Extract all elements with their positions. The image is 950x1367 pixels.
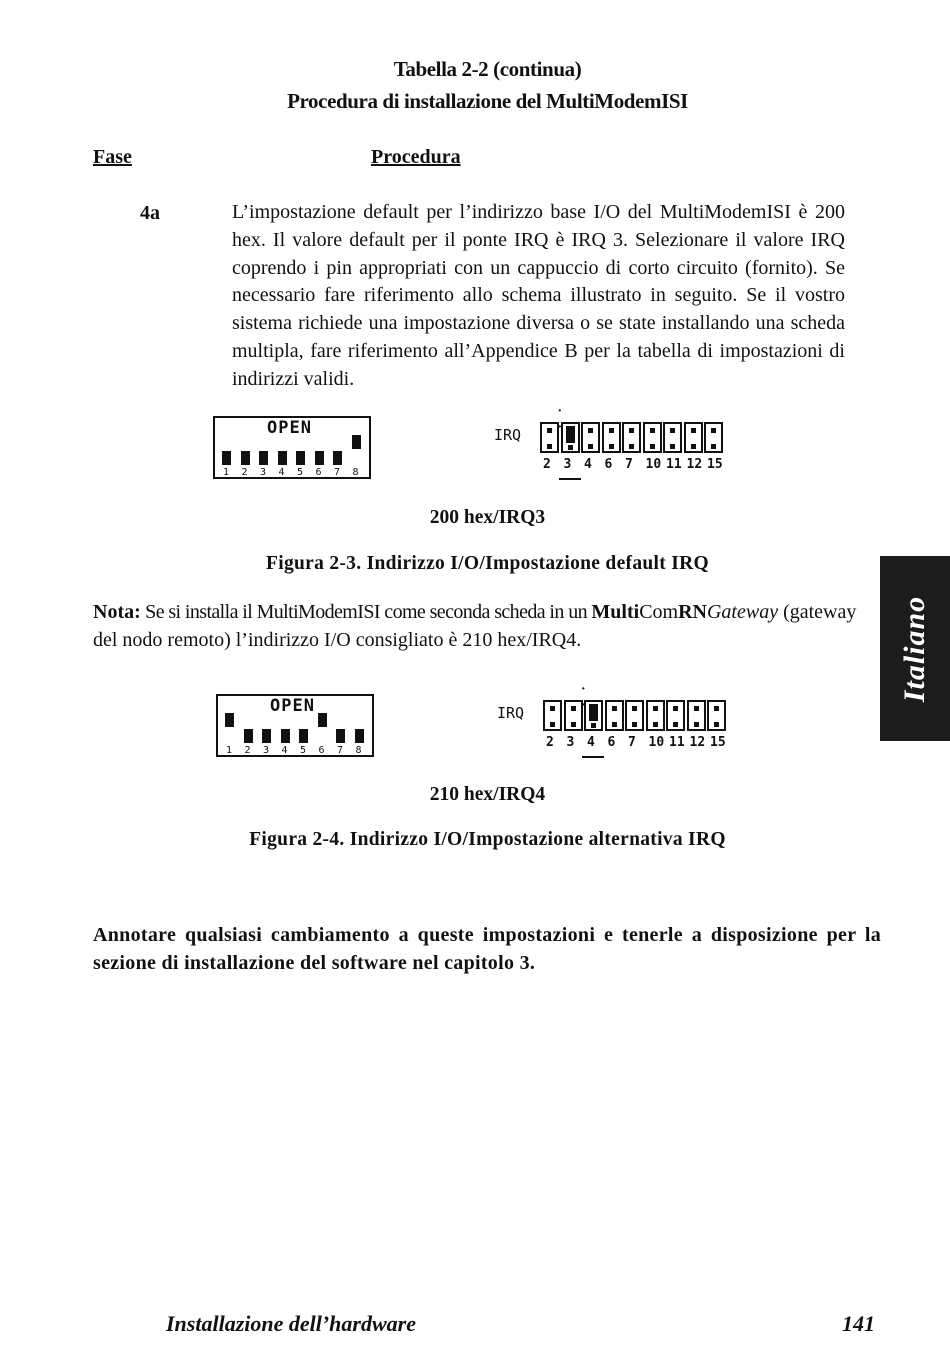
jumper-pin: [609, 444, 614, 449]
step-number: 4a: [140, 202, 160, 224]
jumper-pin: [670, 444, 675, 449]
irq-jumper-3: [564, 700, 583, 731]
jumper-pin: [568, 445, 573, 450]
table-title: Tabella 2-2 (continua): [393, 57, 582, 81]
irq-number: 12: [689, 735, 706, 750]
jumper-pin: [711, 444, 716, 449]
irq-number: 6: [604, 457, 613, 472]
jumper-pin: [653, 706, 658, 711]
irq-number: 3: [566, 735, 575, 750]
irq-number: 10: [648, 735, 665, 750]
dip-switch-8: [352, 435, 361, 449]
dip-switch-3: [259, 451, 268, 465]
irq-number: 7: [628, 735, 636, 750]
jumper-pin: [714, 722, 719, 727]
irq-jumper-2: [540, 422, 559, 453]
jumper-pin: [571, 706, 576, 711]
jumper-pin: [650, 428, 655, 433]
figure-2-caption: Figura 2-4. Indirizzo I/O/Impostazione alternativa IRQ: [249, 829, 726, 850]
dip-switch-number: 8: [352, 467, 359, 478]
dip-switch-number: 2: [241, 467, 248, 478]
jumper-pin: [653, 722, 658, 727]
irq-jumper-12: [684, 422, 703, 453]
irq-label: IRQ: [497, 704, 525, 722]
dip-switch-number: 2: [244, 745, 251, 756]
irq-selected-underline: [559, 478, 581, 480]
jumper-pin: [691, 428, 696, 433]
irq-jumper-figure-2: [497, 680, 737, 760]
irq-selected-dots: · ·: [557, 404, 563, 435]
dip-switch-number: 6: [315, 467, 322, 478]
jumper-pin: [694, 706, 699, 711]
note-brand-gateway: Gateway: [706, 601, 779, 623]
dip-switch-open-label: OPEN: [267, 418, 312, 438]
dip-switch-1: [222, 451, 231, 465]
irq-number: 4: [584, 457, 592, 472]
dip-switch-6: [318, 713, 327, 727]
irq-jumper-10: [646, 700, 665, 731]
figure-1-caption: Figura 2-3. Indirizzo I/O/Impostazione default IRQ: [266, 553, 709, 574]
dip-switch-open-label: OPEN: [270, 696, 315, 716]
dip-switch-2: [244, 729, 253, 743]
irq-number: 2: [546, 735, 554, 750]
irq-number: 4: [587, 735, 595, 750]
jumper-pin: [550, 706, 555, 711]
irq-jumper-15: [707, 700, 726, 731]
irq-number: 15: [710, 735, 726, 750]
dip-switch-number: 4: [278, 467, 285, 478]
dip-switch-1: [225, 713, 234, 727]
jumper-pin: [691, 444, 696, 449]
figure-1-setting: 200 hex/IRQ3: [429, 507, 546, 528]
irq-number: 11: [669, 735, 685, 750]
jumper-pin: [609, 428, 614, 433]
page-number: 141: [842, 1311, 875, 1336]
closing-paragraph: Annotare qualsiasi cambiamento a queste impostazioni e tenerle a disposizione per la sezione di installazione del software nel capitolo 3.: [93, 924, 881, 974]
jumper-pin: [711, 428, 716, 433]
dip-switch-7: [333, 451, 342, 465]
irq-number: 15: [707, 457, 723, 472]
dip-switch-4: [281, 729, 290, 743]
dip-switch-figure-1: [213, 416, 371, 479]
note-label: Nota:: [93, 601, 141, 623]
note-brand-com: Com: [639, 601, 679, 623]
jumper-pin: [629, 428, 634, 433]
dip-switch-figure-2: [216, 694, 374, 757]
jumper-pin: [612, 706, 617, 711]
note-brand-multi: Multi: [591, 601, 640, 623]
note-text-a: Se si installa il MultiModemISI come seconda scheda in un: [140, 601, 592, 623]
step-text: L’impostazione default per l’indirizzo base I/O del MultiModemISI è 200 hex. Il valore default per il ponte IRQ è IRQ 3. Selezionare il valore IRQ coprendo i pin appropriati con un cappuccio di corto circuito (fornito). Se necessario fare riferimento allo schema illustrato in seguito. Se il vostro sistema richiede una impostazione diversa o se state installando una scheda multipla, fare riferimento all’Appendice B per la tabella di impostazioni di indirizzi validi.: [232, 201, 845, 390]
jumper-pin: [629, 444, 634, 449]
dip-switch-2: [241, 451, 250, 465]
language-side-tab-label: Italiano: [898, 595, 931, 702]
column-header-procedura: Procedura: [371, 146, 461, 168]
irq-jumper-4: [581, 422, 600, 453]
irq-jumper-10: [643, 422, 662, 453]
jumper-pin: [571, 722, 576, 727]
irq-selected-underline: [582, 756, 604, 758]
dip-switch-number: 3: [260, 467, 267, 478]
dip-switch-number: 5: [300, 745, 307, 756]
jumper-pin: [673, 722, 678, 727]
dip-switch-4: [278, 451, 287, 465]
irq-jumper-6: [602, 422, 621, 453]
jumper-pin: [632, 706, 637, 711]
jumper-pin: [670, 428, 675, 433]
language-side-tab: [880, 556, 950, 741]
dip-switch-8: [355, 729, 364, 743]
dip-switch-number: 5: [297, 467, 304, 478]
irq-selected-dots: · ·: [581, 682, 586, 713]
dip-switch-number: 7: [337, 745, 344, 756]
irq-jumper-12: [687, 700, 706, 731]
irq-number: 7: [625, 457, 633, 472]
irq-jumper-2: [543, 700, 562, 731]
irq-number: 6: [607, 735, 616, 750]
irq-number: 12: [686, 457, 703, 472]
irq-jumper-11: [663, 422, 682, 453]
irq-jumper-figure-1: [494, 402, 734, 482]
irq-jumper-15: [704, 422, 723, 453]
jumper-pin: [694, 722, 699, 727]
dip-switch-number: 8: [355, 745, 362, 756]
irq-number: 10: [645, 457, 662, 472]
jumper-pin: [547, 428, 552, 433]
irq-label: IRQ: [494, 426, 522, 444]
column-header-fase: Fase: [93, 146, 132, 168]
dip-switch-6: [315, 451, 324, 465]
irq-number: 2: [543, 457, 551, 472]
jumper-pin: [650, 444, 655, 449]
dip-switch-5: [296, 451, 305, 465]
dip-switch-number: 7: [334, 467, 341, 478]
dip-switch-number: 1: [226, 745, 233, 756]
jumper-pin: [612, 722, 617, 727]
note-brand-rn: RN: [678, 601, 707, 623]
irq-jumper-11: [666, 700, 685, 731]
table-subtitle: Procedura di installazione del MultiModemISI: [287, 89, 688, 113]
irq-jumper-3: [561, 422, 580, 453]
jumper-pin: [588, 428, 593, 433]
dip-switch-number: 4: [281, 745, 288, 756]
note-paragraph: [93, 598, 883, 654]
irq-number: 3: [563, 457, 572, 472]
jumper-pin: [714, 706, 719, 711]
dip-switch-5: [299, 729, 308, 743]
jumper-pin: [588, 444, 593, 449]
dip-switch-7: [336, 729, 345, 743]
irq-number: 11: [666, 457, 682, 472]
jumper-pin: [591, 723, 596, 728]
irq-jumper-6: [605, 700, 624, 731]
jumper-pin: [547, 444, 552, 449]
jumper-cap: [566, 426, 575, 443]
irq-jumper-7: [625, 700, 644, 731]
jumper-pin: [673, 706, 678, 711]
dip-switch-3: [262, 729, 271, 743]
jumper-cap: [589, 704, 598, 721]
figure-2-setting: 210 hex/IRQ4: [429, 784, 546, 805]
dip-switch-number: 1: [223, 467, 230, 478]
dip-switch-number: 6: [318, 745, 325, 756]
note-text-b: (gateway del nodo remoto) l’indirizzo I/O consigliato è 210 hex/IRQ4.: [93, 601, 857, 651]
irq-jumper-4: [584, 700, 603, 731]
jumper-pin: [550, 722, 555, 727]
irq-jumper-7: [622, 422, 641, 453]
jumper-pin: [632, 722, 637, 727]
footer-section-title: Installazione dell’hardware: [166, 1311, 416, 1336]
dip-switch-number: 3: [263, 745, 270, 756]
